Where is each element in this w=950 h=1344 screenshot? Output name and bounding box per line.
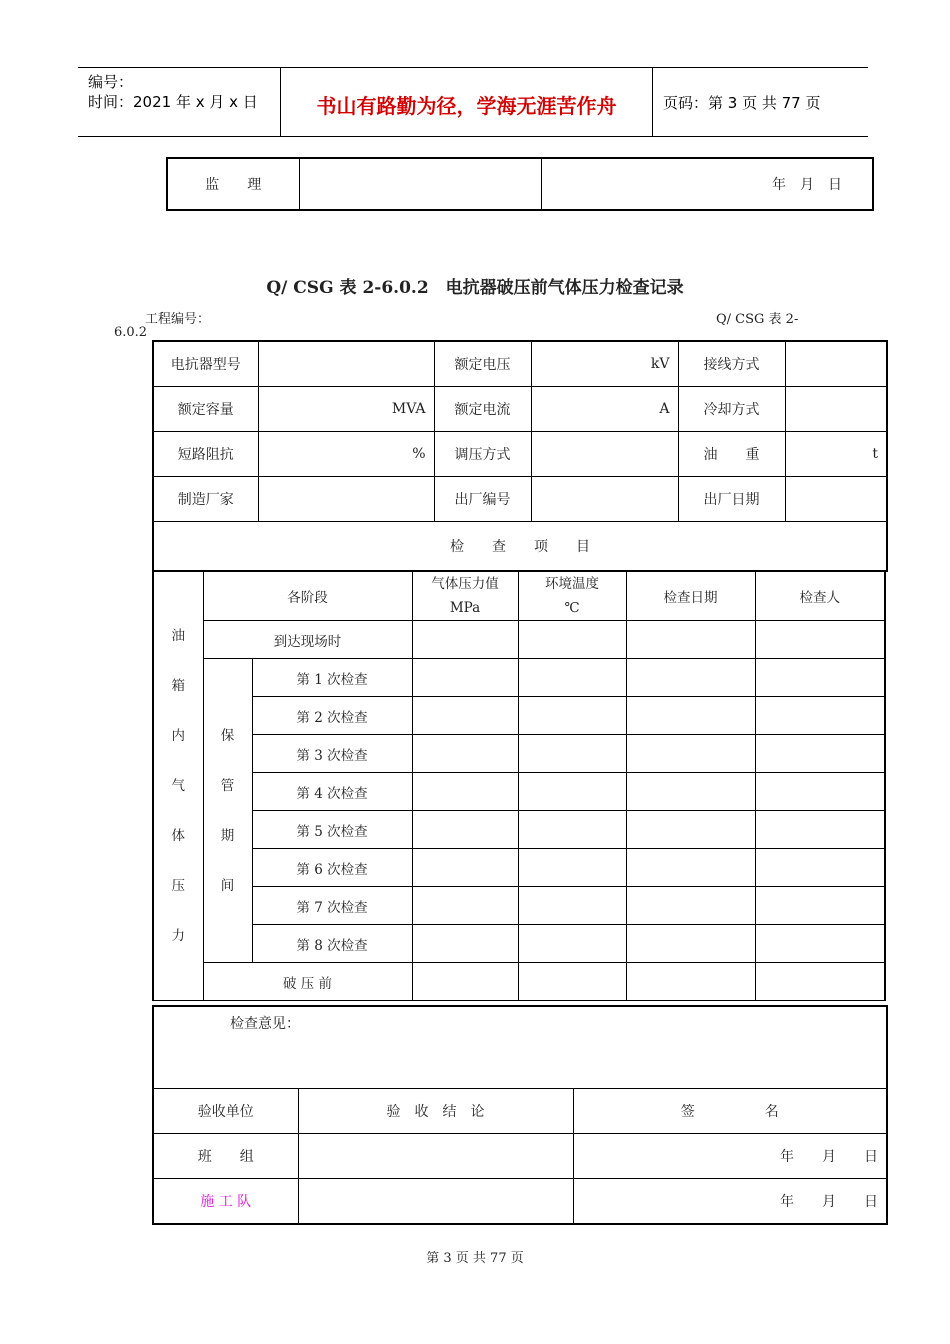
date-cell[interactable] (626, 697, 755, 735)
date-cell[interactable] (626, 773, 755, 811)
pressure-cell[interactable] (412, 925, 518, 963)
table-row (153, 1089, 887, 1134)
arrival-stage-label: 到达现场时 (203, 621, 412, 659)
rated-capacity-value[interactable]: MVA (258, 387, 434, 432)
oil-weight-label: 油 重 (678, 432, 785, 477)
construction-team-label: 施 工 队 (153, 1179, 298, 1225)
temperature-cell[interactable] (518, 735, 626, 773)
acceptance-conclusion-header: 验 收 结 论 (298, 1089, 573, 1134)
table-row (153, 621, 885, 659)
manufacturer-label: 制造厂家 (153, 477, 258, 522)
table-row (153, 659, 885, 697)
table-row (153, 571, 885, 621)
before-break-label: 破 压 前 (203, 963, 412, 1001)
date-cell[interactable] (626, 735, 755, 773)
oil-weight-value[interactable]: t (785, 432, 887, 477)
connection-mode-value[interactable] (785, 341, 887, 387)
inspector-cell[interactable] (755, 735, 885, 773)
date-cell[interactable] (626, 659, 755, 697)
check-5-label: 第 5 次检查 (252, 811, 412, 849)
form-code-suffix: 6.0.2 (114, 325, 148, 340)
inspector-cell[interactable] (755, 659, 885, 697)
pressure-cell[interactable] (412, 811, 518, 849)
pressure-cell[interactable] (412, 621, 518, 659)
temperature-cell[interactable] (518, 887, 626, 925)
team-conclusion-cell[interactable] (298, 1134, 573, 1179)
team-label: 班 组 (153, 1134, 298, 1179)
ambient-temperature-header: 环境温度 ℃ (518, 571, 626, 621)
date-cell[interactable] (626, 849, 755, 887)
motto: 书山有路勤为径，学海无涯苦作舟 (316, 94, 617, 118)
voltage-regulation-value[interactable] (531, 432, 678, 477)
inspector-cell[interactable] (755, 811, 885, 849)
inspector-cell[interactable] (755, 697, 885, 735)
manufacture-date-label: 出厂日期 (678, 477, 785, 522)
pressure-cell[interactable] (412, 887, 518, 925)
manufacturer-value[interactable] (258, 477, 434, 522)
oil-tank-gas-pressure-label: 油 箱 内 气 体 压 力 (153, 571, 203, 1001)
form-title: Q/ CSG 表 2-6.0.2 电抗器破压前气体压力检查记录 (266, 278, 684, 298)
check-items-title: 检 查 项 目 (153, 522, 887, 572)
voltage-regulation-label: 调压方式 (434, 432, 531, 477)
time-label: 时间：2021 年 x 月 x 日 (88, 93, 258, 111)
table-row (153, 811, 885, 849)
table-row (153, 522, 887, 572)
form-code: Q/ CSG 表 2- (716, 312, 799, 327)
reactor-model-value[interactable] (258, 341, 434, 387)
pressure-cell[interactable] (412, 735, 518, 773)
project-number-label: 工程编号： (145, 312, 211, 327)
temperature-cell[interactable] (518, 925, 626, 963)
page-footer: 第 3 页 共 77 页 (426, 1251, 524, 1266)
inspection-opinion-field[interactable] (153, 1006, 887, 1089)
signature-header: 签 名 (573, 1089, 887, 1134)
table-row (153, 735, 885, 773)
temperature-cell[interactable] (518, 697, 626, 735)
supervision-date: 年 月 日 (541, 158, 873, 210)
inspector-header: 检查人 (755, 571, 885, 621)
storage-period-label: 保 管 期 间 (203, 659, 252, 963)
check-6-label: 第 6 次检查 (252, 849, 412, 887)
rated-current-value[interactable]: A (531, 387, 678, 432)
manufacture-date-value[interactable] (785, 477, 887, 522)
table-row (153, 925, 885, 963)
temperature-cell[interactable] (518, 773, 626, 811)
check-1-label: 第 1 次检查 (252, 659, 412, 697)
team-signature-date[interactable]: 年 月 日 (573, 1134, 887, 1179)
header-meta (88, 72, 278, 112)
short-circuit-impedance-value[interactable]: % (258, 432, 434, 477)
table-row (153, 887, 885, 925)
supervision-sign-cell[interactable] (299, 158, 541, 210)
table-row (153, 387, 887, 432)
pressure-cell[interactable] (412, 697, 518, 735)
pressure-cell[interactable] (412, 849, 518, 887)
table-row (153, 1006, 887, 1089)
inspection-opinion-label: 检查意见： (230, 1016, 300, 1032)
pressure-cell[interactable] (412, 773, 518, 811)
table-row (153, 849, 885, 887)
serial-number-label: 出厂编号 (434, 477, 531, 522)
check-date-header: 检查日期 (626, 571, 755, 621)
inspector-cell[interactable] (755, 887, 885, 925)
cooling-mode-value[interactable] (785, 387, 887, 432)
pressure-cell[interactable] (412, 963, 518, 1001)
gas-pressure-header: 气体压力值 MPa (412, 571, 518, 621)
date-cell[interactable] (626, 963, 755, 1001)
table-row (153, 697, 885, 735)
connection-mode-label: 接线方式 (678, 341, 785, 387)
table-row (153, 1179, 887, 1225)
date-cell[interactable] (626, 887, 755, 925)
check-3-label: 第 3 次检查 (252, 735, 412, 773)
table-row (153, 773, 885, 811)
temperature-cell[interactable] (518, 811, 626, 849)
pressure-check-table (152, 570, 886, 1001)
temperature-cell[interactable] (518, 659, 626, 697)
rated-voltage-value[interactable]: kV (531, 341, 678, 387)
pressure-cell[interactable] (412, 659, 518, 697)
rated-current-label: 额定电流 (434, 387, 531, 432)
serial-number-value[interactable] (531, 477, 678, 522)
temperature-cell[interactable] (518, 621, 626, 659)
check-8-label: 第 8 次检查 (252, 925, 412, 963)
inspector-cell[interactable] (755, 621, 885, 659)
cooling-mode-label: 冷却方式 (678, 387, 785, 432)
check-2-label: 第 2 次检查 (252, 697, 412, 735)
check-7-label: 第 7 次检查 (252, 887, 412, 925)
rated-voltage-label: 额定电压 (434, 341, 531, 387)
supervision-label: 监 理 (167, 158, 299, 210)
date-cell[interactable] (626, 621, 755, 659)
acceptance-table (152, 1005, 888, 1225)
temperature-cell[interactable] (518, 849, 626, 887)
inspector-cell[interactable] (755, 773, 885, 811)
check-4-label: 第 4 次检查 (252, 773, 412, 811)
construction-team-signature-date[interactable]: 年 月 日 (573, 1179, 887, 1225)
table-row (153, 477, 887, 522)
page-number-label: 页码：第 3 页 共 77 页 (663, 94, 821, 112)
reactor-model-label: 电抗器型号 (153, 341, 258, 387)
inspector-cell[interactable] (755, 963, 885, 1001)
table-row (153, 963, 885, 1001)
short-circuit-impedance-label: 短路阻抗 (153, 432, 258, 477)
table-row (153, 341, 887, 387)
acceptance-unit-header: 验收单位 (153, 1089, 298, 1134)
date-cell[interactable] (626, 925, 755, 963)
page-header (78, 67, 868, 137)
number-label: 编号： (88, 73, 134, 91)
date-cell[interactable] (626, 811, 755, 849)
stage-header: 各阶段 (203, 571, 412, 621)
table-row (153, 1134, 887, 1179)
construction-team-conclusion-cell[interactable] (298, 1179, 573, 1225)
header-divider (652, 68, 653, 136)
temperature-cell[interactable] (518, 963, 626, 1001)
rated-capacity-label: 额定容量 (153, 387, 258, 432)
inspector-cell[interactable] (755, 925, 885, 963)
reactor-info-table (152, 340, 888, 572)
supervision-table (166, 157, 874, 211)
table-row (153, 432, 887, 477)
inspector-cell[interactable] (755, 849, 885, 887)
